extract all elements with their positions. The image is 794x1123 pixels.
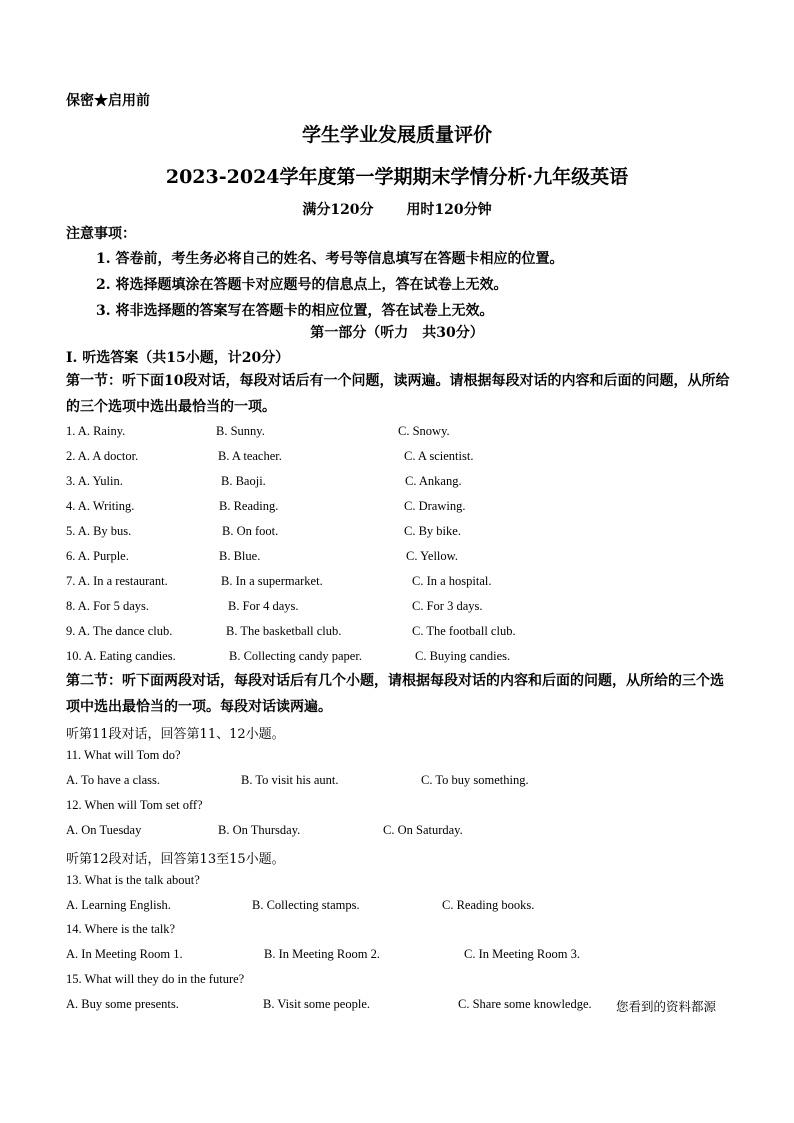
option-a: 10. A. Eating candies.	[66, 649, 176, 663]
option-a: 9. A. The dance club.	[66, 624, 173, 638]
option-c: C. The football club.	[412, 624, 516, 638]
option-a: A. On Tuesday	[66, 823, 142, 837]
question-options	[66, 898, 732, 916]
option-b: B. Collecting candy paper.	[229, 649, 362, 663]
option-c: C. Reading books.	[442, 898, 535, 912]
option-b: B. For 4 days.	[228, 599, 299, 613]
option-c: C. In Meeting Room 3.	[464, 947, 580, 961]
option-c: C. Ankang.	[405, 474, 462, 488]
time-limit: 用时120分钟	[406, 202, 492, 218]
option-a: 7. A. In a restaurant.	[66, 574, 168, 588]
question-stem: 12. When will Tom set off?	[66, 798, 203, 812]
question-options	[66, 773, 732, 791]
option-b: B. Visit some people.	[263, 997, 371, 1011]
notice-item: 1. 答卷前，考生务必将自己的姓名、考号等信息填写在答题卡相应的位置。	[96, 251, 564, 267]
option-a: 2. A. A doctor.	[66, 449, 139, 463]
exam-subtitle: 2023-2024学年度第一学期期末学情分析·九年级英语	[165, 166, 629, 188]
exam-title: 学生学业发展质量评价	[301, 124, 492, 146]
option-c: C. To buy something.	[421, 773, 529, 787]
notice-item: 2. 将选择题填涂在答题卡对应题号的信息点上，答在试卷上无效。	[96, 277, 508, 293]
notice-item: 3. 将非选择题的答案写在答题卡的相应位置，答在试卷上无效。	[96, 303, 494, 319]
option-c: C. Share some knowledge.	[458, 997, 592, 1011]
dialog-intro: 听第11段对话，回答第11、12小题。	[66, 727, 285, 742]
option-c: C. On Saturday.	[383, 823, 463, 837]
option-b: B. Blue.	[219, 549, 261, 563]
option-a: A. In Meeting Room 1.	[66, 947, 183, 961]
full-score: 满分120分	[302, 202, 374, 218]
question-row	[66, 424, 732, 442]
option-a: 3. A. Yulin.	[66, 474, 123, 488]
score-time-line	[0, 199, 794, 219]
option-a: 5. A. By bus.	[66, 524, 132, 538]
option-c: C. Drawing.	[404, 499, 466, 513]
option-b: B. In Meeting Room 2.	[264, 947, 380, 961]
question-row	[66, 449, 732, 467]
dialog-intro: 听第12段对话，回答第13至15小题。	[66, 852, 285, 867]
option-a: 8. A. For 5 days.	[66, 599, 149, 613]
question-row	[66, 549, 732, 567]
option-a: 1. A. Rainy.	[66, 424, 126, 438]
question-stem: 15. What will they do in the future?	[66, 972, 245, 986]
question-options	[66, 823, 732, 841]
option-b: B. Baoji.	[221, 474, 266, 488]
question-row	[66, 524, 732, 542]
question-row	[66, 499, 732, 517]
option-b: B. On Thursday.	[218, 823, 301, 837]
part-heading: 第一部分（听力 共30分）	[310, 325, 484, 341]
section-heading: I. 听选答案（共15小题，计20分）	[66, 350, 290, 366]
option-c: C. Buying candies.	[415, 649, 511, 663]
question-stem: 13. What is the talk about?	[66, 873, 200, 887]
section2-instruction: 第二节：听下面两段对话，每段对话后有几个小题，请根据每段对话的内容和后面的问题，从所给的三个选项中选出最恰当的一项。每段对话读两遍。	[66, 673, 724, 715]
option-a: A. To have a class.	[66, 773, 161, 787]
question-row	[66, 474, 732, 492]
section1-instruction: 第一节：听下面10段对话，每段对话后有一个问题，读两遍。请根据每段对话的内容和后面的问题，从所给的三个选项中选出最恰当的一项。	[66, 373, 730, 415]
watermark-text: 您看到的资料都源	[616, 999, 717, 1014]
question-row	[66, 649, 732, 667]
option-b: B. In a supermarket.	[221, 574, 323, 588]
option-c: C. Snowy.	[398, 424, 450, 438]
option-b: B. To visit his aunt.	[241, 773, 339, 787]
option-c: C. For 3 days.	[412, 599, 483, 613]
option-b: B. A teacher.	[218, 449, 282, 463]
question-row	[66, 624, 732, 642]
question-row	[66, 599, 732, 617]
option-a: 4. A. Writing.	[66, 499, 135, 513]
option-b: B. On foot.	[222, 524, 279, 538]
question-stem: 14. Where is the talk?	[66, 922, 176, 936]
option-b: B. Sunny.	[216, 424, 265, 438]
notice-heading: 注意事项：	[66, 226, 136, 242]
option-a: 6. A. Purple.	[66, 549, 129, 563]
option-b: B. Reading.	[219, 499, 279, 513]
question-stem: 11. What will Tom do?	[66, 748, 181, 762]
option-a: A. Buy some presents.	[66, 997, 179, 1011]
option-b: B. Collecting stamps.	[252, 898, 360, 912]
option-b: B. The basketball club.	[226, 624, 342, 638]
option-c: C. A scientist.	[404, 449, 474, 463]
option-a: A. Learning English.	[66, 898, 171, 912]
question-options	[66, 947, 732, 965]
option-c: C. In a hospital.	[412, 574, 492, 588]
confidential-label: 保密★启用前	[66, 93, 150, 109]
option-c: C. By bike.	[404, 524, 461, 538]
question-options	[66, 997, 732, 1015]
option-c: C. Yellow.	[406, 549, 458, 563]
question-row	[66, 574, 732, 592]
